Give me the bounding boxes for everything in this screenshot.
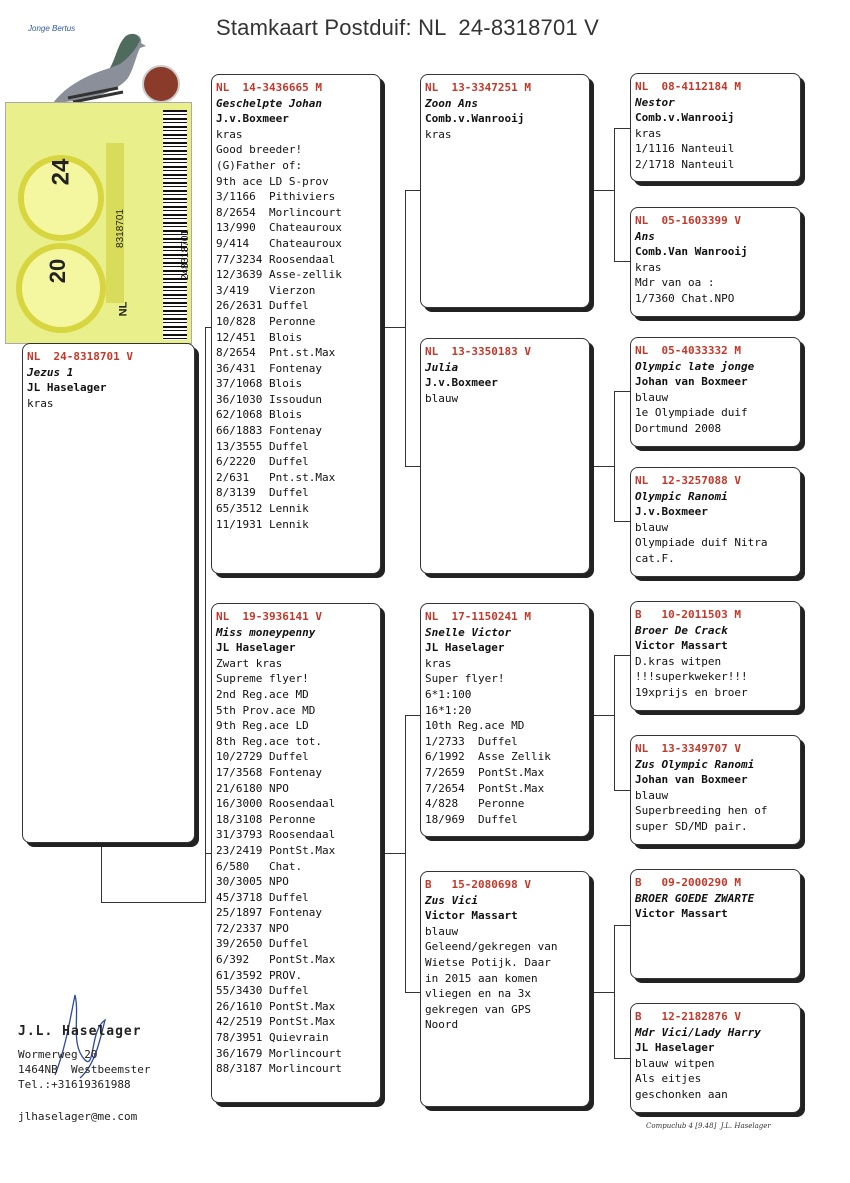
pigeon-card-paternal-grandfather[interactable]	[420, 74, 590, 308]
owner-name: Johan van Boxmeer	[635, 773, 748, 787]
footer-phone: Tel.:+31619361988	[18, 1078, 131, 1091]
owner-name: Victor Massart	[425, 909, 518, 923]
detail-line: cat.F.	[635, 551, 675, 565]
owner-name: Comb.Van Wanrooij	[635, 245, 748, 259]
pigeon-card-ffm[interactable]	[630, 207, 801, 317]
detail-line: 65/3512 Lennik	[216, 502, 309, 516]
connector	[383, 327, 405, 328]
detail-line: blauw	[635, 390, 669, 404]
pigeon-card-fmm[interactable]	[630, 467, 801, 577]
detail-line: 13/3555 Duffel	[216, 439, 309, 453]
pigeon-photo	[48, 28, 148, 106]
ring-number: NL 13-3350183 V	[425, 345, 531, 358]
ring-number: NL 05-1603399 V	[635, 214, 741, 227]
detail-line: 36/1679 Morlincourt	[216, 1046, 342, 1060]
ring-number: NL 12-3257088 V	[635, 474, 741, 487]
detail-line: !!!superkweker!!!	[635, 670, 748, 684]
pigeon-name: Jezus 1	[27, 365, 74, 379]
pigeon-card-father[interactable]	[211, 74, 381, 574]
connector	[405, 190, 406, 466]
detail-line: 39/2650 Duffel	[216, 937, 309, 951]
ring-number: B 10-2011503 M	[635, 608, 741, 621]
detail-line: Geleend/gekregen van	[425, 940, 558, 954]
ring-number: NL 08-4112184 M	[635, 80, 741, 93]
detail-line: blauw witpen	[635, 1056, 715, 1070]
owner-name: Comb.v.Wanrooij	[635, 111, 735, 125]
detail-line: 61/3592 PROV.	[216, 968, 303, 982]
detail-line: 9th Reg.ace LD	[216, 719, 309, 733]
detail-line: 6/1992 Asse Zellik	[425, 750, 551, 764]
connector	[205, 327, 206, 903]
connector	[592, 715, 614, 716]
ring-number: NL 13-3347251 M	[425, 81, 531, 94]
ring-number: B 09-2000290 M	[635, 876, 741, 889]
owner-name: J.v.Boxmeer	[425, 376, 498, 390]
detail-line: blauw	[635, 520, 669, 534]
detail-line: 8/3139 Duffel	[216, 486, 309, 500]
detail-line: 6*1:100	[425, 687, 472, 701]
detail-line: blauw	[425, 924, 459, 938]
detail-line: Olympiade duif Nitra	[635, 536, 768, 550]
pigeon-name: Nestor	[635, 95, 675, 109]
owner-name: Victor Massart	[635, 639, 728, 653]
detail-line: vliegen en na 3x	[425, 987, 531, 1001]
detail-line: 7/2654 PontSt.Max	[425, 781, 545, 795]
ring-card-number: 24	[47, 158, 75, 186]
pigeon-eye-photo	[142, 65, 180, 103]
connector	[101, 845, 102, 903]
owner-name: J.v.Boxmeer	[635, 505, 708, 519]
detail-line: 62/1068 Blois	[216, 408, 303, 422]
detail-line: D.kras witpen	[635, 654, 722, 668]
detail-line: 72/2337 NPO	[216, 921, 289, 935]
detail-line: kras	[425, 656, 452, 670]
detail-line: 30/3005 NPO	[216, 875, 289, 889]
detail-line: 36/431 Fontenay	[216, 361, 322, 375]
pigeon-card-maternal-grandmother[interactable]	[420, 871, 590, 1107]
pigeon-name: Zoon Ans	[425, 96, 478, 110]
pigeon-name: Broer De Crack	[635, 623, 728, 637]
connector	[101, 902, 205, 903]
detail-line: geschonken aan	[635, 1087, 728, 1101]
footer-name: J.L. Haselager	[18, 1024, 142, 1039]
pigeon-name: Miss moneypenny	[216, 625, 316, 639]
detail-line: kras	[425, 127, 452, 141]
detail-line: 2/1718 Nanteuil	[635, 157, 735, 171]
detail-line: 18/3108 Peronne	[216, 812, 316, 826]
detail-line: 88/3187 Morlincourt	[216, 1062, 342, 1076]
detail-line: 10/2729 Duffel	[216, 750, 309, 764]
detail-line: 8/2654 Pnt.st.Max	[216, 346, 336, 360]
owner-name: Victor Massart	[635, 907, 728, 921]
connector	[592, 190, 614, 191]
detail-line: 12/3639 Asse-zellik	[216, 268, 342, 282]
detail-line: Mdr van oa :	[635, 276, 715, 290]
ring-number: B 12-2182876 V	[635, 1010, 741, 1023]
detail-line: 2/631 Pnt.st.Max	[216, 470, 336, 484]
ring-number: NL 05-4033332 M	[635, 344, 741, 357]
connector	[592, 992, 614, 993]
detail-line: 66/1883 Fontenay	[216, 424, 322, 438]
detail-line: 2nd Reg.ace MD	[216, 687, 309, 701]
detail-line: Als eitjes	[635, 1072, 702, 1086]
pigeon-card-maternal-grandfather[interactable]	[420, 603, 590, 837]
owner-name: Johan van Boxmeer	[635, 375, 748, 389]
detail-line: Noord	[425, 1018, 459, 1032]
detail-line: 1/1116 Nanteuil	[635, 142, 735, 156]
pigeon-name: Ans	[635, 229, 655, 243]
detail-line: kras	[635, 126, 662, 140]
detail-line: Superbreeding hen of	[635, 804, 768, 818]
pigeon-name: Zus Vici	[425, 893, 478, 907]
detail-line: 1/7360 Chat.NPO	[635, 291, 735, 305]
detail-line: 8th Reg.ace tot.	[216, 734, 322, 748]
ring-number: NL 19-3936141 V	[216, 610, 322, 623]
ring-card-side-number: 8318701	[114, 209, 126, 248]
detail-line: 25/1897 Fontenay	[216, 906, 322, 920]
owner-name: J.v.Boxmeer	[216, 112, 289, 126]
detail-line: super SD/MD pair.	[635, 819, 748, 833]
detail-line: gekregen van GPS	[425, 1002, 531, 1016]
connector	[614, 128, 615, 261]
detail-line: kras	[635, 260, 662, 274]
ring-number: NL 13-3349707 V	[635, 742, 741, 755]
detail-line: 77/3234 Roosendaal	[216, 252, 336, 266]
detail-line: 55/3430 Duffel	[216, 984, 309, 998]
detail-line: 18/969 Duffel	[425, 812, 518, 826]
detail-line: 1e Olympiade duif	[635, 406, 748, 420]
detail-line: 6/580 Chat.	[216, 859, 303, 873]
connector	[592, 466, 614, 467]
connector	[614, 655, 615, 790]
connector	[614, 925, 615, 1058]
owner-name: Comb.v.Wanrooij	[425, 112, 525, 126]
detail-line: 10th Reg.ace MD	[425, 719, 525, 733]
detail-line: 11/1931 Lennik	[216, 517, 309, 531]
pigeon-card-mmm[interactable]	[630, 1003, 801, 1113]
detail-line: kras	[216, 127, 243, 141]
owner-name: JL Haselager	[216, 641, 296, 655]
pigeon-card-mother[interactable]	[211, 603, 381, 1103]
detail-line: 31/3793 Roosendaal	[216, 828, 336, 842]
detail-line: 36/1030 Issoudun	[216, 392, 322, 406]
footer-city: 1464NB Westbeemster	[18, 1063, 151, 1076]
detail-line: 4/828 Peronne	[425, 797, 525, 811]
connector	[405, 715, 406, 992]
page-title: Stamkaart Postduif: NL 24-8318701 V	[216, 15, 600, 40]
detail-line: 23/2419 PontSt.Max	[216, 843, 336, 857]
owner-name: JL Haselager	[425, 641, 505, 655]
credit-text: Compuclub 4 [9.48] J.L. Haselager	[646, 1122, 771, 1130]
detail-line: 78/3951 Quievrain	[216, 1031, 329, 1045]
detail-line: (G)Father of:	[216, 158, 303, 172]
detail-line: 8/2654 Morlincourt	[216, 205, 342, 219]
detail-line: 19xprijs en broer	[635, 685, 748, 699]
detail-line: 9/414 Chateauroux	[216, 236, 342, 250]
detail-line: kras	[27, 396, 54, 410]
pigeon-name: BROER GOEDE ZWARTE	[635, 891, 755, 905]
detail-line: 13/990 Chateauroux	[216, 221, 342, 235]
detail-line: 17/3568 Fontenay	[216, 765, 322, 779]
detail-line: Good breeder!	[216, 143, 303, 157]
ring-number: B 15-2080698 V	[425, 878, 531, 891]
pigeon-card-subject[interactable]	[22, 343, 195, 843]
ring-number: NL 14-3436665 M	[216, 81, 322, 94]
pigeon-card-paternal-grandmother[interactable]	[420, 338, 590, 574]
detail-line: 5th Prov.ace MD	[216, 703, 316, 717]
detail-line: 9th ace LD S-prov	[216, 174, 329, 188]
barcode-number: 248318701	[180, 229, 191, 280]
connector	[614, 391, 615, 521]
detail-line: 26/1610 PontSt.Max	[216, 999, 336, 1013]
detail-line: Supreme flyer!	[216, 672, 309, 686]
footer-email[interactable]: jlhaselager@me.com	[18, 1110, 138, 1123]
detail-line: 16/3000 Roosendaal	[216, 797, 336, 811]
pigeon-card-fmf[interactable]	[630, 337, 801, 447]
pigeon-name: Olympic late jonge	[635, 359, 755, 373]
detail-line: 3/1166 Pithiviers	[216, 190, 336, 204]
detail-line: 37/1068 Blois	[216, 377, 303, 391]
detail-line: 21/6180 NPO	[216, 781, 289, 795]
pigeon-name: Julia	[425, 360, 459, 374]
pigeon-name: Zus Olympic Ranomi	[635, 757, 755, 771]
detail-line: Dortmund 2008	[635, 421, 722, 435]
detail-line: 3/419 Vierzon	[216, 283, 316, 297]
owner-name: JL Haselager	[27, 381, 107, 395]
detail-line: 1/2733 Duffel	[425, 734, 518, 748]
detail-line: 6/2220 Duffel	[216, 455, 309, 469]
barcode	[163, 110, 187, 340]
pigeon-card-mff[interactable]	[630, 601, 801, 711]
detail-line: Zwart kras	[216, 656, 283, 670]
pigeon-name: Olympic Ranomi	[635, 489, 728, 503]
detail-line: 12/451 Blois	[216, 330, 303, 344]
footer-street: Wormerweg 20	[18, 1048, 98, 1061]
owner-name: JL Haselager	[635, 1041, 715, 1055]
detail-line: 10/828 Peronne	[216, 314, 316, 328]
detail-line: blauw	[635, 788, 669, 802]
pigeon-card-fff[interactable]	[630, 73, 801, 182]
detail-line: 6/392 PontSt.Max	[216, 953, 336, 967]
ring-number: NL 24-8318701 V	[27, 350, 133, 363]
logo: Jonge Bertus	[28, 24, 76, 33]
ring-card-year: 20	[45, 258, 71, 284]
pigeon-card-mmf[interactable]	[630, 869, 801, 979]
detail-line: 26/2631 Duffel	[216, 299, 309, 313]
pigeon-name: Snelle Victor	[425, 625, 512, 639]
ring-number: NL 17-1150241 M	[425, 610, 531, 623]
detail-line: 42/2519 PontSt.Max	[216, 1015, 336, 1029]
ring-card-country: NL	[117, 301, 130, 317]
detail-line: in 2015 aan komen	[425, 971, 538, 985]
detail-line: 16*1:20	[425, 703, 472, 717]
pigeon-name: Geschelpte Johan	[216, 96, 322, 110]
detail-line: 7/2659 PontSt.Max	[425, 765, 545, 779]
detail-line: 45/3718 Duffel	[216, 890, 309, 904]
detail-line: blauw	[425, 391, 459, 405]
connector	[383, 853, 405, 854]
detail-line: Wietse Potijk. Daar	[425, 955, 551, 969]
pigeon-name: Mdr Vici/Lady Harry	[635, 1025, 761, 1039]
detail-line: Super flyer!	[425, 672, 505, 686]
pigeon-card-mfm[interactable]	[630, 735, 801, 845]
